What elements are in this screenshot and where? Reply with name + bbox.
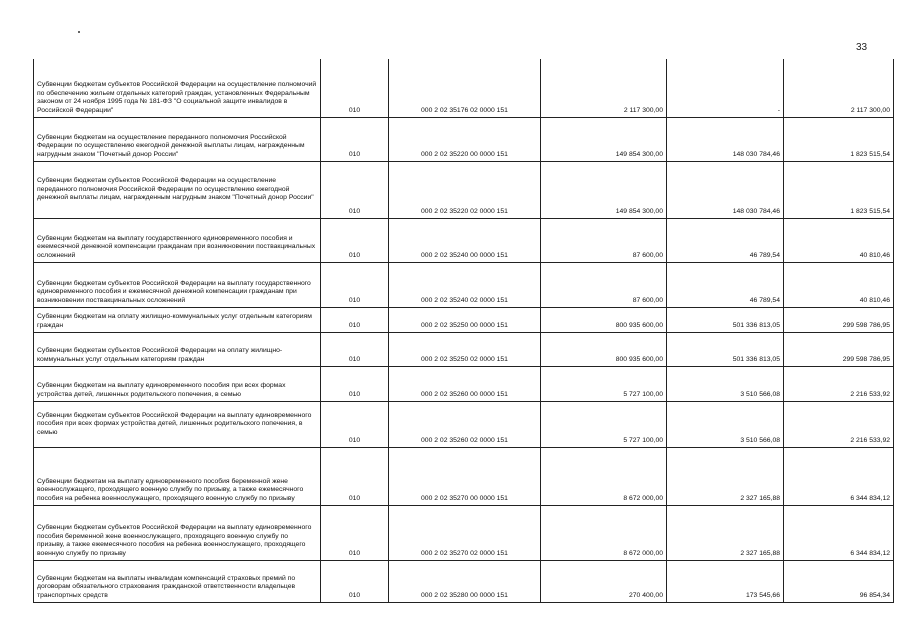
row-code: 010 xyxy=(321,307,389,332)
row-budget-code: 000 2 02 35270 00 0000 151 xyxy=(389,447,541,505)
row-code: 010 xyxy=(321,262,389,307)
row-approved: 800 935 600,00 xyxy=(541,307,667,332)
row-approved: 2 117 300,00 xyxy=(541,59,667,117)
table-row xyxy=(34,560,894,602)
row-budget-code: 000 2 02 35240 00 0000 151 xyxy=(389,218,541,262)
row-approved: 5 727 100,00 xyxy=(541,366,667,401)
row-remaining: 2 216 533,92 xyxy=(784,366,894,401)
row-name: Субвенции бюджетам субъектов Российской Федерации на выплату единовременного пособия беременной жене военнослужащего, проходящего военную службу по призыву, а также ежемесячного пособия на ребенка военнослужащего, проходящего военную службу по призыву xyxy=(34,505,321,560)
row-approved: 87 600,00 xyxy=(541,218,667,262)
row-code: 010 xyxy=(321,505,389,560)
row-name: Субвенции бюджетам субъектов Российской Федерации на выплату государственного единовременного пособия и ежемесячной денежной компенсации гражданам при возникновении поствакцинальных осложнений xyxy=(34,262,321,307)
row-executed: 501 336 813,05 xyxy=(667,332,784,366)
row-code: 010 xyxy=(321,117,389,161)
row-name: Субвенции бюджетам на осуществление переданного полномочия Российской Федерации по осуществлению ежегодной денежной выплаты лицам, награжденным нагрудным знаком "Почетный донор России" xyxy=(34,117,321,161)
table-row xyxy=(34,447,894,505)
row-budget-code: 000 2 02 35220 00 0000 151 xyxy=(389,117,541,161)
row-approved: 8 672 000,00 xyxy=(541,447,667,505)
row-name: Субвенции бюджетам субъектов Российской Федерации на осуществление полномочий по обеспечению жильем отдельных категорий граждан, установленных Федеральным законом от 24 ноября 1995 года № 181-ФЗ "О социальной защите инвалидов в Российской Федерации" xyxy=(34,59,321,117)
row-executed: 173 545,66 xyxy=(667,560,784,602)
row-budget-code: 000 2 02 35176 02 0000 151 xyxy=(389,59,541,117)
row-code: 010 xyxy=(321,560,389,602)
row-budget-code: 000 2 02 35270 02 0000 151 xyxy=(389,505,541,560)
row-remaining: 6 344 834,12 xyxy=(784,447,894,505)
row-name: Субвенции бюджетам на выплату государственного единовременного пособия и ежемесячной денежной компенсации гражданам при возникновении поствакцинальных осложнений xyxy=(34,218,321,262)
row-name: Субвенции бюджетам на выплату единовременного пособия при всех формах устройства детей, лишенных родительского попечения, в семью xyxy=(34,366,321,401)
row-remaining: 2 117 300,00 xyxy=(784,59,894,117)
row-executed: - xyxy=(667,59,784,117)
row-remaining: 1 823 515,54 xyxy=(784,161,894,218)
row-budget-code: 000 2 02 35280 00 0000 151 xyxy=(389,560,541,602)
row-approved: 149 854 300,00 xyxy=(541,117,667,161)
row-approved: 87 600,00 xyxy=(541,262,667,307)
row-name: Субвенции бюджетам на выплаты инвалидам компенсаций страховых премий по договорам обязательного страхования гражданской ответственности владельцев транспортных средств xyxy=(34,560,321,602)
scan-speck xyxy=(78,31,80,33)
row-name: Субвенции бюджетам субъектов Российской Федерации на оплату жилищно-коммунальных услуг отдельным категориям граждан xyxy=(34,332,321,366)
budget-execution-table xyxy=(33,59,894,603)
row-code: 010 xyxy=(321,218,389,262)
table-row xyxy=(34,161,894,218)
row-budget-code: 000 2 02 35250 00 0000 151 xyxy=(389,307,541,332)
row-remaining: 6 344 834,12 xyxy=(784,505,894,560)
table-row xyxy=(34,332,894,366)
row-remaining: 96 854,34 xyxy=(784,560,894,602)
table-row xyxy=(34,59,894,117)
row-budget-code: 000 2 02 35240 02 0000 151 xyxy=(389,262,541,307)
row-name: Субвенции бюджетам субъектов Российской Федерации на осуществление переданного полномочия Российской Федерации по осуществлению ежегодной денежной выплаты лицам, награжденным нагрудным знаком "Почетный донор России" xyxy=(34,161,321,218)
row-name: Субвенции бюджетам субъектов Российской Федерации на выплату единовременного пособия при всех формах устройства детей, лишенных родительского попечения, в семью xyxy=(34,401,321,447)
table-row xyxy=(34,262,894,307)
table-body xyxy=(34,59,894,602)
row-approved: 800 935 600,00 xyxy=(541,332,667,366)
row-budget-code: 000 2 02 35260 00 0000 151 xyxy=(389,366,541,401)
row-code: 010 xyxy=(321,332,389,366)
row-executed: 46 789,54 xyxy=(667,262,784,307)
row-code: 010 xyxy=(321,59,389,117)
row-code: 010 xyxy=(321,366,389,401)
row-approved: 149 854 300,00 xyxy=(541,161,667,218)
table-row xyxy=(34,505,894,560)
row-approved: 270 400,00 xyxy=(541,560,667,602)
row-budget-code: 000 2 02 35220 02 0000 151 xyxy=(389,161,541,218)
table-row xyxy=(34,366,894,401)
row-executed: 501 336 813,05 xyxy=(667,307,784,332)
row-executed: 2 327 165,88 xyxy=(667,505,784,560)
page-number: 33 xyxy=(856,42,868,53)
table-row xyxy=(34,401,894,447)
row-name: Субвенции бюджетам на выплату единовременного пособия беременной жене военнослужащего, проходящего военную службу по призыву, а также ежемесячного пособия на ребенка военнослужащего, проходящего военную службу по призыву xyxy=(34,447,321,505)
row-executed: 3 510 566,08 xyxy=(667,401,784,447)
row-executed: 148 030 784,46 xyxy=(667,161,784,218)
row-code: 010 xyxy=(321,401,389,447)
row-code: 010 xyxy=(321,447,389,505)
row-remaining: 1 823 515,54 xyxy=(784,117,894,161)
row-remaining: 299 598 786,95 xyxy=(784,307,894,332)
row-code: 010 xyxy=(321,161,389,218)
row-budget-code: 000 2 02 35250 02 0000 151 xyxy=(389,332,541,366)
table-row xyxy=(34,218,894,262)
row-executed: 46 789,54 xyxy=(667,218,784,262)
row-approved: 8 672 000,00 xyxy=(541,505,667,560)
row-remaining: 299 598 786,95 xyxy=(784,332,894,366)
row-budget-code: 000 2 02 35260 02 0000 151 xyxy=(389,401,541,447)
row-executed: 3 510 566,08 xyxy=(667,366,784,401)
row-executed: 148 030 784,46 xyxy=(667,117,784,161)
table-row xyxy=(34,117,894,161)
row-name: Субвенции бюджетам на оплату жилищно-коммунальных услуг отдельным категориям граждан xyxy=(34,307,321,332)
row-remaining: 40 810,46 xyxy=(784,218,894,262)
row-approved: 5 727 100,00 xyxy=(541,401,667,447)
row-remaining: 40 810,46 xyxy=(784,262,894,307)
table-row xyxy=(34,307,894,332)
row-executed: 2 327 165,88 xyxy=(667,447,784,505)
row-remaining: 2 216 533,92 xyxy=(784,401,894,447)
